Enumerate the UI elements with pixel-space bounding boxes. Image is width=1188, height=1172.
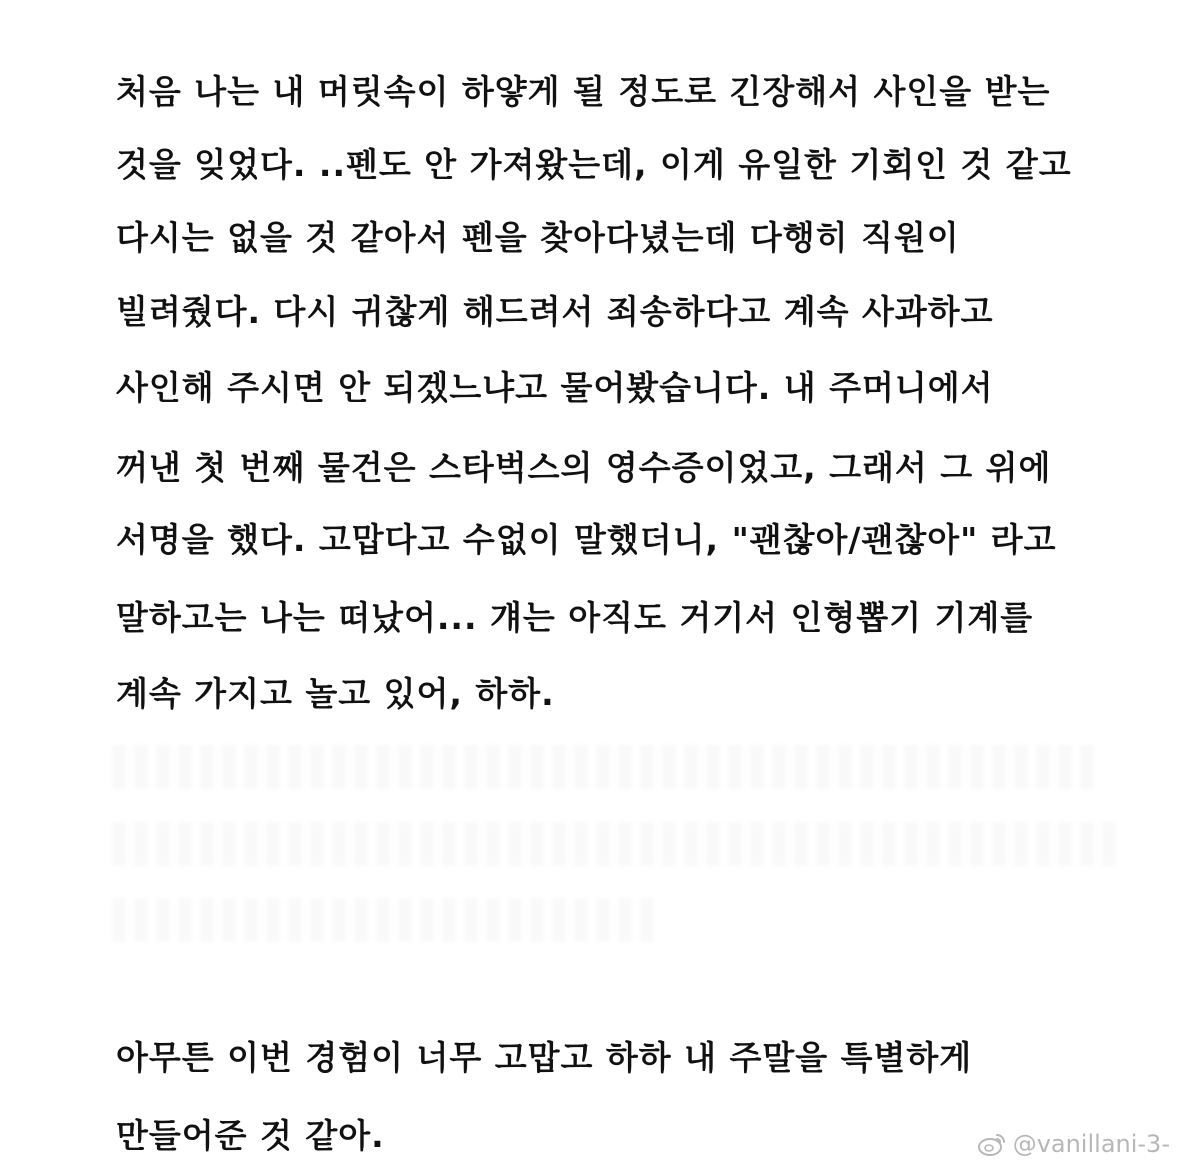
faded-text-band — [112, 898, 662, 942]
weibo-icon — [977, 1131, 1007, 1157]
paragraph-2-line-2: 만들어준 것 같아. — [116, 1116, 385, 1155]
paragraph-1-line-1: 처음 나는 내 머릿속이 하얗게 될 정도로 긴장해서 사인을 받는 — [116, 72, 1051, 111]
paragraph-1-line-9: 계속 가지고 놀고 있어, 하하. — [116, 674, 555, 713]
paragraph-1-line-7: 서명을 했다. 고맙다고 수없이 말했더니, "괜찮아/괜찮아" 라고 — [116, 520, 1057, 559]
paragraph-1-line-6: 꺼낸 첫 번째 물건은 스타벅스의 영수증이었고, 그래서 그 위에 — [116, 448, 1052, 487]
paragraph-1-line-3: 다시는 없을 것 같아서 펜을 찾아다녔는데 다행히 직원이 — [116, 218, 960, 257]
paragraph-1-line-5: 사인해 주시면 안 되겠느냐고 물어봤습니다. 내 주머니에서 — [116, 368, 994, 407]
watermark-handle: @vanillani-3- — [1012, 1130, 1170, 1158]
paragraph-1-line-4: 빌려줬다. 다시 귀찮게 해드려서 죄송하다고 계속 사과하고 — [116, 292, 994, 331]
paragraph-1-line-2: 것을 잊었다. ..펜도 안 가져왔는데, 이게 유일한 기회인 것 같고 — [116, 145, 1072, 184]
paragraph-1-line-8: 말하고는 나는 떠났어... 걔는 아직도 거기서 인형뽑기 기계를 — [116, 598, 1034, 637]
paragraph-2-line-1: 아무튼 이번 경험이 너무 고맙고 하하 내 주말을 특별하게 — [116, 1038, 973, 1077]
faded-text-band — [112, 745, 1102, 789]
watermark — [977, 1130, 1170, 1158]
faded-text-band — [112, 822, 1122, 866]
